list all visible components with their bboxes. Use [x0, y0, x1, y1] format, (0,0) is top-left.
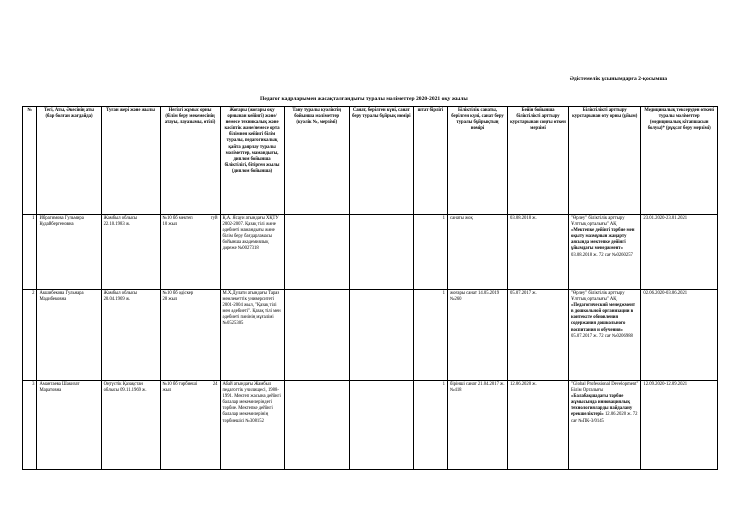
row-medical: 23.01.2020-23.01.2021 — [641, 215, 718, 290]
work-extra: гуй — [210, 216, 218, 221]
row-staff-unit: 1 — [413, 215, 447, 290]
header-education: Жоғары (жоғары оқу орнынан кейінгі) және/немесе техникалық және кәсіптік және/немесе орта білімнен кейінгі білім туралы, педагогикалық қайта даярлау туралы мәліметтер, мамандығы, диплом бойынша біліктілігі, бітірген жылы (диплом бойынша) — [220, 107, 284, 215]
row-name: Акшибекова Гульнара Мадибековна — [37, 290, 101, 381]
header-birth: Туған жері және жылы — [101, 107, 160, 215]
row-education: Абай атындағы Жамбыл педагогтік училищесі, 1988-1991. Мектеп жасына дейінгі балалар мекемелеріндегі тәрбие. Мектепке дейінгі балалар мекемелерінің тәрбиешісі №308152 — [220, 381, 284, 470]
course-certificate: 03.08.2018 ж. 72 сағ №0260257 — [571, 252, 633, 258]
course-org: "Global Professional Development" Білім Орталығы — [571, 382, 639, 394]
row-staff-unit: 1 — [413, 290, 447, 381]
table-header-row — [23, 107, 718, 215]
row-recognition — [284, 215, 349, 290]
course-org: "Өрлеу" біліктілік арттыру Ұлттық орталығы" АҚ — [571, 291, 625, 303]
work-place: №10 бб әдіскер — [162, 291, 194, 296]
table-row — [23, 381, 718, 470]
row-birth: Жамбыл облысы 22.10.1983 ж. — [101, 215, 160, 290]
header-qualification: Біліктілік санаты, берілген күні, санат беру туралы бұйрықтың нөмірі — [448, 107, 508, 215]
header-staff: штат бірлігі — [413, 107, 447, 215]
row-recognition — [284, 290, 349, 381]
row-qualification: санаты жоқ — [448, 215, 508, 290]
header-course-place: Біліктілікті арттыру курстарынан өту орны (ұйым) — [569, 107, 641, 215]
row-recognition — [284, 381, 349, 470]
row-course-date: 03.08.2018 ж. — [507, 215, 568, 290]
course-title: «Балабақшадағы тәрбие жұмысында инновациялық технологияларды пайдалану ерекшеліктері» — [571, 394, 633, 418]
row-birth: Жамбыл облысы 20.04.1969 ж. — [101, 290, 160, 381]
table-row — [23, 290, 718, 381]
header-category: Санат, берілген күні, санат беру туралы бұйрық нөмірі — [349, 107, 413, 215]
row-course-place — [569, 215, 641, 290]
course-certificate: 05.07.2017 ж. 72 сағ №0206988 — [571, 333, 633, 339]
course-certificate: 12.06.2020 ж. 72 сағ №ПК-3/0145 — [571, 412, 638, 424]
work-place: №10 бб тәрбиеші — [162, 382, 198, 387]
header-num: № — [23, 107, 37, 215]
row-category — [349, 381, 413, 470]
course-title: «Педагогический менеджмент в дошкольной организации в контексте обновления содержания дошкольного воспитания и обучения» — [571, 303, 636, 333]
row-course-date: 05.07.2017 ж. — [507, 290, 568, 381]
header-course-date: Бейін бойынша біліктілікті арттыру курстарынан соңғы өткен мерзімі — [507, 107, 568, 215]
row-work — [160, 381, 220, 470]
row-course-date: 12.06.2020 ж. — [507, 381, 568, 470]
row-course-place — [569, 290, 641, 381]
appendix-label: Әдістемелік ұсынымдарға 2-қосымша — [569, 76, 667, 82]
row-name: Ибрагимова Гульмира Кудайбергеновна — [37, 215, 101, 290]
course-title: «Мектепке дейінгі тәрбие мен оқыту мазмұнын жаңарту аясында мектепке дейінгі ұйымдағы менеджмент» — [571, 228, 635, 252]
row-category — [349, 215, 413, 290]
header-name: Тегі, Аты, Әкесінің аты (бар болған жағдайда) — [37, 107, 101, 215]
table-row — [23, 215, 718, 290]
row-category — [349, 290, 413, 381]
row-course-place — [569, 381, 641, 470]
header-recognition: Тану туралы куәліктің бойынша мәліметтер (куәлік №, мерзімі) — [284, 107, 349, 215]
row-education: М.Х.Дулати атындағы Тараз мемлекеттік университеті 2001-2004 жыл, "Қазақ тілі мен әдебиеті". Қазақ тілі мен әдебиеті пәнінің мұғалімі №0525305 — [220, 290, 284, 381]
work-experience: 28 жыл — [162, 297, 178, 303]
row-num: 1 — [23, 215, 37, 290]
row-staff-unit: 1 — [413, 381, 447, 470]
row-qualification: жоғары санат 14.05.2019 №260 — [448, 290, 508, 381]
row-qualification: бірінші санат 21.04.2017 ж. №418 — [448, 381, 508, 470]
document-title: Педагог кадрларымен жасақталғандығы туралы мәліметтер 2020-2021 оқу жылы — [260, 96, 468, 102]
work-experience: жыл — [162, 388, 172, 394]
row-work — [160, 290, 220, 381]
header-medical: Медициналық тексеруден өткені туралы мәліметтер (медициналық кітапшасын болуы)* (рұқсат беру мерзімі) — [641, 107, 718, 215]
header-work: Негізгі жұмыс орны (білім беру мекемесінің атауы, лауазымы, өтілі) — [160, 107, 220, 215]
row-birth: Оңтүстік Қазақстан облысы 09.11.1969 ж. — [101, 381, 160, 470]
row-name: Амантаева Шакизат Маратовна — [37, 381, 101, 470]
row-education: Қ.А. Ясауи атындағы ХҚТУ 2002-2007. Қазақ тілі және әдебиеті мамандығы және білім беру бағдарламасы бойынша академиялық дәреже №0027318 — [220, 215, 284, 290]
work-place: №10 бб мектеп — [162, 216, 193, 221]
staff-table — [22, 106, 718, 470]
row-medical: 12.09.2020-12.09.2021 — [641, 381, 718, 470]
work-experience: 10 жыл — [162, 222, 178, 228]
row-num: 2 — [23, 290, 37, 381]
row-num: 3 — [23, 381, 37, 470]
course-org: "Өрлеу" біліктілік арттыру Ұлттық орталығы" АҚ — [571, 216, 625, 228]
row-medical: 02.06.2020-03.06.2021 — [641, 290, 718, 381]
row-work — [160, 215, 220, 290]
work-extra: 24 — [212, 382, 218, 387]
